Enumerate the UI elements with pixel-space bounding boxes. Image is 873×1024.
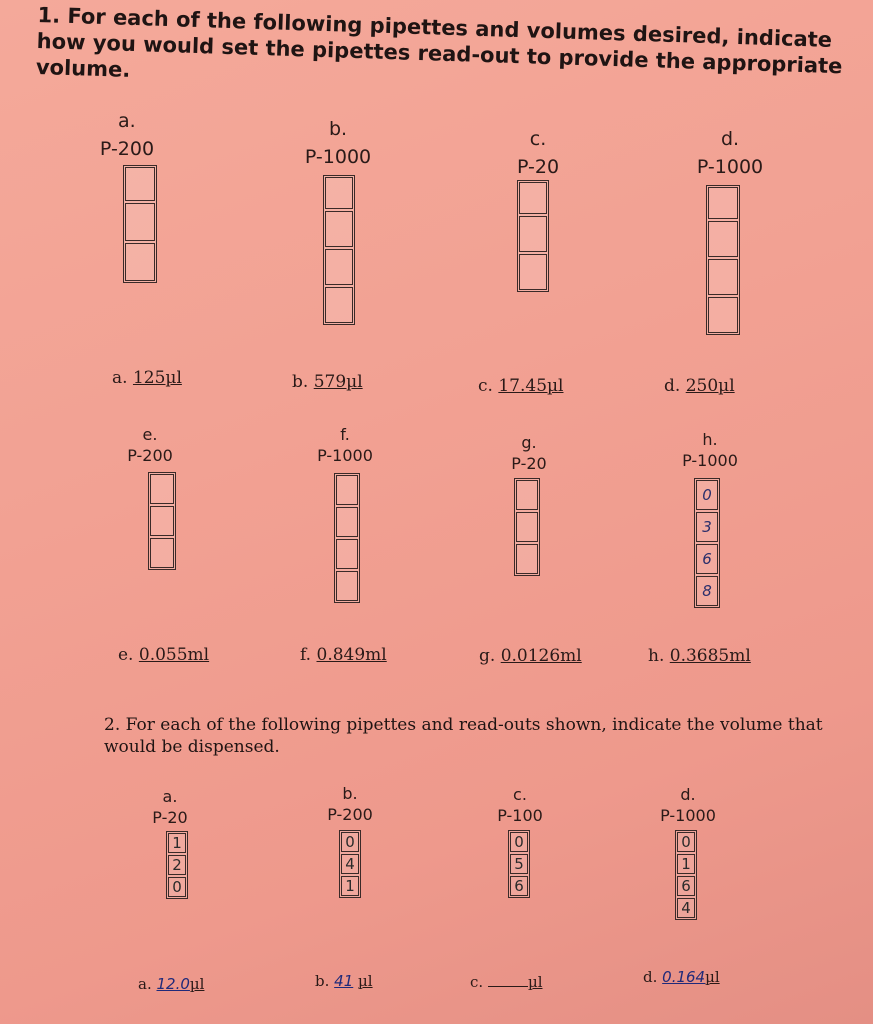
readout-digit: 0 [702,486,712,504]
readout-digit-box [341,876,359,896]
readout-digit: 4 [345,855,355,873]
q1-readout-e [148,472,176,570]
readout-digit: 3 [702,518,712,536]
answer-value: 250µl [685,376,735,396]
answer-prefix: d. [643,968,658,986]
q2-pipette-label-d [653,785,723,825]
readout-digit-box [677,898,695,918]
pipette-model: P-1000 [696,156,764,178]
answer-prefix: b. [292,372,309,392]
readout-digit-box[interactable] [336,539,358,569]
q1-pipette-label-h [670,430,750,470]
q1-answer-h [648,646,751,666]
q1-readout-d [706,185,740,335]
readout-digit: 0 [345,833,355,851]
readout-digit-box [168,833,186,853]
answer-value: 0.849ml [316,645,387,665]
readout-digit-box[interactable] [125,243,155,281]
q1-readout-c [517,180,549,292]
readout-digit-box[interactable] [519,216,547,252]
readout-digit-box[interactable] [150,538,174,568]
answer-prefix: h. [648,646,665,666]
answer-prefix: g. [479,646,496,666]
readout-digit-box[interactable] [325,249,353,285]
q1-answer-g [479,646,582,666]
answer-prefix: a. [138,975,152,993]
pipette-model: P-100 [497,806,543,825]
q1-answer-b [292,372,363,392]
readout-digit: 4 [681,899,691,917]
answer-prefix: c. [470,973,484,991]
q1-pipette-label-e [115,425,185,465]
pipette-letter: b. [328,118,348,140]
readout-digit: 0 [172,878,182,896]
readout-digit-box[interactable] [519,182,547,214]
readout-digit-box[interactable] [336,571,358,601]
answer-unit: µl [705,968,720,986]
answer-value[interactable]: 0.164 [662,968,706,986]
q1-answer-e [118,645,209,665]
answer-value: 0.0126ml [500,646,582,666]
answer-prefix: b. [315,972,330,990]
answer-prefix: d. [664,376,681,396]
pipette-model: P-20 [511,454,547,473]
answer-prefix: f. [300,645,312,665]
q2-answer-a [138,975,204,993]
answer-value: 579µl [313,372,363,392]
readout-digit-box[interactable] [708,297,738,333]
readout-digit-box[interactable] [150,474,174,504]
q1-pipette-label-g [494,433,564,473]
readout-digit-box[interactable] [125,203,155,241]
q1-pipette-label-a [92,110,162,160]
pipette-letter: d. [680,785,696,804]
readout-digit-box [677,854,695,874]
readout-digit-box[interactable] [325,287,353,323]
pipette-model: P-200 [99,138,155,160]
readout-digit-box[interactable] [516,512,538,542]
answer-unit: µl [189,975,205,993]
readout-digit-box[interactable] [325,211,353,247]
q1-pipette-label-c [498,128,578,178]
q2-pipette-label-c [485,785,555,825]
answer-value: 17.45µl [498,376,564,396]
readout-digit-box[interactable] [516,544,538,574]
answer-value[interactable]: 41 [334,972,354,990]
pipette-letter: c. [529,128,547,150]
readout-digit: 8 [702,582,712,600]
pipette-letter: g. [521,433,537,452]
pipette-model: P-1000 [682,451,738,470]
readout-digit-box [341,854,359,874]
readout-digit-box[interactable] [150,506,174,536]
readout-digit: 5 [514,855,524,873]
readout-digit-box [510,876,528,896]
readout-digit-box [510,832,528,852]
q2-pipette-label-b [315,784,385,824]
q1-readout-f [334,473,360,603]
q1-pipette-label-d [685,128,775,178]
readout-digit-box[interactable] [336,507,358,537]
readout-digit: 1 [345,877,355,895]
q1-answer-f [300,645,387,665]
readout-digit: 1 [172,834,182,852]
readout-digit-box [341,832,359,852]
answer-value: 0.055ml [138,645,210,665]
readout-digit-box[interactable] [516,480,538,510]
answer-value: 0.3685ml [669,646,751,666]
q1-readout-g [514,478,540,576]
q2-answer-c [470,973,543,991]
pipette-letter: h. [702,430,718,449]
pipette-letter: e. [142,425,158,444]
readout-digit-box[interactable] [125,167,155,201]
q2-pipette-label-a [140,787,200,827]
answer-unit: µl [358,972,373,990]
readout-digit-box[interactable] [325,177,353,209]
readout-digit: 0 [514,833,524,851]
q2-readout-a [166,831,188,899]
answer-prefix: a. [112,368,128,388]
readout-digit-box [677,832,695,852]
pipette-letter: f. [340,425,350,444]
readout-digit-box[interactable] [696,576,718,606]
readout-digit-box[interactable] [708,187,738,219]
readout-digit-box[interactable] [696,544,718,574]
q1-readout-b [323,175,355,325]
q2-readout-c [508,830,530,898]
q1-answer-d [664,376,735,396]
readout-digit: 6 [702,550,712,568]
q2-readout-d [675,830,697,920]
pipette-letter: a. [162,787,178,806]
readout-digit-box[interactable] [696,480,718,510]
answer-blank-field[interactable] [488,986,528,987]
readout-digit: 1 [681,855,691,873]
pipette-letter: d. [720,128,740,150]
q1-readout-a [123,165,157,283]
readout-digit-box [510,854,528,874]
readout-digit: 6 [681,877,691,895]
answer-prefix: e. [118,645,134,665]
answer-value: 125µl [132,368,182,388]
answer-unit: µl [527,973,543,991]
q1-pipette-label-b [298,118,378,168]
answer-value[interactable]: 12.0 [156,975,190,993]
pipette-model: P-20 [152,808,188,827]
readout-digit-box[interactable] [519,254,547,290]
readout-digit-box[interactable] [696,512,718,542]
q2-answer-d [643,968,720,986]
readout-digit-box[interactable] [708,221,738,257]
readout-digit-box [677,876,695,896]
q1-readout-h [694,478,720,608]
q2-readout-b [339,830,361,898]
readout-digit: 2 [172,856,182,874]
pipette-model: P-1000 [304,146,372,168]
readout-digit: 6 [514,877,524,895]
pipette-model: P-20 [516,156,560,178]
readout-digit-box [168,855,186,875]
q1-answer-c [478,376,564,396]
q1-pipette-label-f [305,425,385,465]
q2-answer-b [315,972,373,990]
answer-prefix: c. [478,376,493,396]
pipette-model: P-200 [127,446,173,465]
pipette-letter: c. [513,785,527,804]
readout-digit-box[interactable] [708,259,738,295]
question-1-title: 1. For each of the following pipettes and volumes desired, indicate how you would set the pipettes read-out to provide the appropriate volume. [35,2,843,82]
pipette-model: P-1000 [660,806,716,825]
readout-digit-box[interactable] [336,475,358,505]
pipette-model: P-1000 [317,446,373,465]
question-2-title: 2. For each of the following pipettes and read-outs shown, indicate the volume that would be dispensed. [104,715,823,757]
readout-digit-box [168,877,186,897]
pipette-letter: b. [342,784,358,803]
pipette-letter: a. [118,110,136,132]
pipette-model: P-200 [327,805,373,824]
q1-answer-a [112,368,182,388]
readout-digit: 0 [681,833,691,851]
